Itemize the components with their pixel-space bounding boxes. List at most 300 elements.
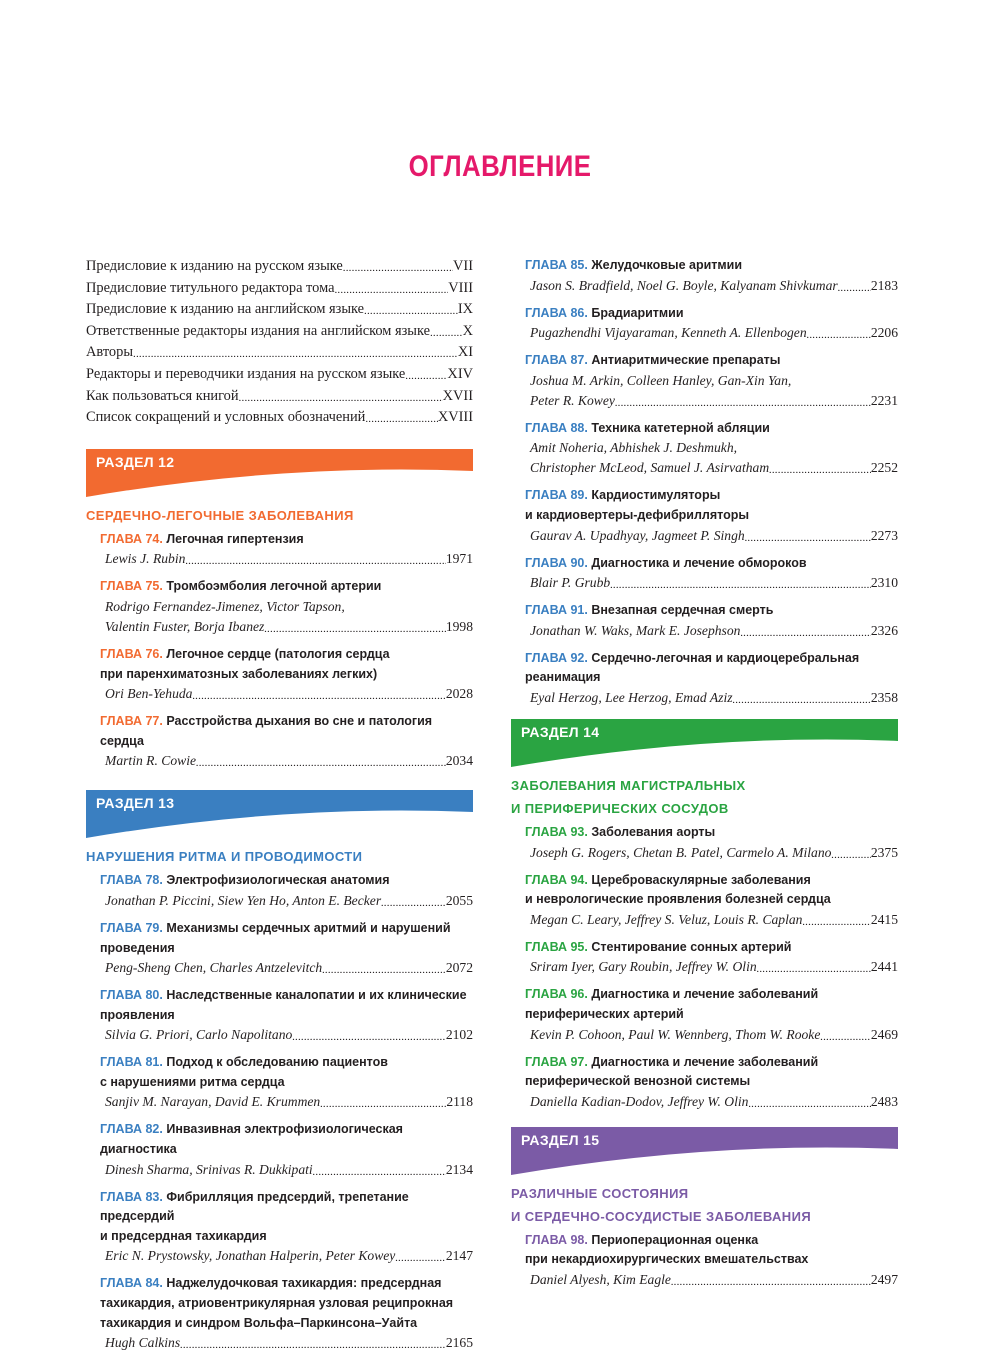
chapter-title-line (100, 1006, 473, 1026)
chapter-title: Тромбоэмболия легочной артерии (166, 579, 382, 594)
leader-dots (239, 387, 443, 408)
chapter-number: ГЛАВА 94. (525, 872, 588, 887)
chapter-number: ГЛАВА 81. (100, 1055, 163, 1070)
chapter-title: Механизмы сердечных аритмий и нарушений (166, 920, 451, 935)
chapter-title-line (525, 601, 898, 621)
chapter-entry[interactable] (86, 919, 473, 979)
chapter-title: тахикардия, атриовентрикулярная узловая реципрокная (100, 1296, 454, 1311)
chapter-authors (525, 573, 898, 594)
section-title: РАЗЛИЧНЫЕ СОСТОЯНИЯ (511, 1185, 689, 1201)
chapter-page: 2118 (446, 1094, 473, 1110)
chapter-number: ГЛАВА 92. (525, 650, 588, 665)
author-line-with-page (105, 958, 473, 979)
author-names: Peter R. Kowey (530, 392, 615, 408)
chapter-title: проведения (100, 940, 175, 955)
chapter-title-line (525, 486, 898, 506)
leader-dots (313, 1161, 446, 1181)
chapter-entry[interactable] (86, 1274, 473, 1354)
author-names: Daniel Alyesh, Kim Eagle (530, 1271, 671, 1287)
chapter-title-line (525, 256, 898, 276)
toc-entry-page: XIV (447, 365, 473, 382)
chapter-page: 2441 (870, 959, 898, 975)
chapter-title-line (525, 1250, 898, 1270)
toc-entry[interactable] (86, 386, 473, 408)
chapter-authors (100, 751, 473, 772)
author-names: Hugh Calkins (105, 1335, 181, 1351)
chapter-authors (100, 958, 473, 979)
leader-dots (343, 257, 453, 278)
chapter-page: 2358 (870, 689, 898, 705)
chapter-authors (100, 549, 473, 570)
author-line-with-page (105, 1025, 473, 1046)
author-line-with-page (530, 1270, 898, 1291)
leader-dots (610, 574, 871, 594)
chapter-page: 2102 (445, 1027, 473, 1043)
author-names: Valentin Fuster, Borja Ibanez (105, 618, 265, 634)
leader-dots (365, 408, 437, 429)
chapter-page: 2183 (870, 277, 898, 293)
toc-entry-page: VII (453, 258, 473, 274)
chapter-title: Желудочковые аритмии (591, 258, 743, 272)
chapter-title: тахикардия и синдром Вольфа–Паркинсона–Уайта (100, 1315, 418, 1330)
author-line-with-page (530, 526, 898, 547)
chapter-title-line (100, 1314, 473, 1334)
chapter-title: Расстройства дыхания во сне и патология сердца (100, 714, 433, 748)
chapter-title: периферической венозной системы (525, 1074, 751, 1089)
leader-dots (820, 1026, 870, 1046)
leader-dots (769, 459, 871, 479)
chapter-title-line (525, 419, 898, 439)
leader-dots (802, 911, 870, 931)
chapter-title: Антиаритмические препараты (591, 353, 781, 368)
chapter-title-line (100, 1294, 473, 1314)
toc-entry[interactable] (86, 342, 473, 364)
chapter-title-line (525, 1231, 898, 1251)
author-line: Rodrigo Fernandez-Jimenez, Victor Tapson, (105, 598, 345, 614)
chapter-page: 2273 (870, 527, 898, 543)
leader-dots (196, 752, 446, 772)
chapter-title-line (100, 1227, 473, 1247)
chapter-title: периферических артерий (525, 1006, 684, 1021)
author-line-with-page (530, 323, 898, 344)
section-label: РАЗДЕЛ 12 (96, 453, 175, 470)
chapter-title: Наследственные каналопатии и их клинические (166, 988, 467, 1003)
author-names: Jonathan P. Piccini, Siew Yen Ho, Anton E. Becker (105, 892, 382, 908)
author-line-with-page (530, 1092, 898, 1113)
chapter-number: ГЛАВА 80. (100, 988, 163, 1003)
leader-dots (745, 527, 871, 547)
chapter-entry[interactable] (511, 985, 898, 1045)
chapter-authors (525, 843, 898, 864)
chapter-authors (525, 323, 898, 344)
leader-dots (430, 322, 463, 343)
chapter-number: ГЛАВА 76. (100, 646, 163, 661)
leader-dots (334, 279, 448, 300)
author-line-with-page (530, 391, 898, 412)
author-names: Jason S. Bradfield, Noel G. Boyle, Kalyanam Shivkumar (530, 277, 838, 293)
chapter-title: проявления (100, 1007, 175, 1022)
chapter-title: Легочное сердце (патология сердца (166, 646, 390, 661)
chapter-authors (525, 1092, 898, 1113)
chapter-authors (525, 526, 898, 547)
chapter-number: ГЛАВА 74. (100, 531, 163, 546)
chapter-page: 2165 (445, 1335, 473, 1351)
toc-entry[interactable] (86, 407, 473, 429)
author-line-with-page (530, 688, 898, 709)
author-line-with-page (105, 1246, 473, 1267)
section-15 (511, 1127, 898, 1291)
chapter-number: ГЛАВА 96. (525, 987, 588, 1002)
chapter-title-line (100, 871, 473, 891)
chapter-entry[interactable] (511, 256, 898, 297)
chapter-title: Диагностика и лечение обмороков (591, 555, 807, 570)
chapter-entry[interactable] (511, 1053, 898, 1113)
chapter-page: 2483 (870, 1093, 898, 1109)
toc-entry-page: VIII (448, 279, 473, 296)
chapter-title: реанимация (525, 670, 601, 685)
chapter-title: Брадиаритмии (591, 305, 684, 320)
section-14 (511, 719, 898, 1113)
chapter-title-line (525, 304, 898, 324)
chapter-entry[interactable] (511, 823, 898, 864)
chapter-title-line (100, 665, 473, 685)
author-line-with-page (530, 1025, 898, 1046)
chapter-title-line (525, 890, 898, 910)
chapter-authors (100, 684, 473, 705)
chapter-title: Стентирование сонных артерий (591, 939, 792, 954)
chapter-entry[interactable] (86, 1120, 473, 1180)
section-title: СЕРДЕЧНО-ЛЕГОЧНЫЕ ЗАБОЛЕВАНИЯ (86, 507, 354, 523)
chapter-authors (525, 910, 898, 931)
chapter-title: Фибрилляция предсердий, трепетание предсердий (100, 1189, 409, 1224)
chapter-title-line (525, 1072, 898, 1092)
toc-entry-title: Предисловие титульного редактора тома (86, 279, 335, 296)
section-13-continued (511, 256, 898, 709)
right-column (511, 256, 898, 1298)
toc-entry[interactable] (86, 321, 473, 343)
chapter-authors (100, 1160, 473, 1181)
leader-dots (320, 1093, 446, 1113)
chapter-page: 2497 (870, 1271, 898, 1287)
chapter-number: ГЛАВА 90. (525, 555, 588, 570)
chapter-page: 2147 (445, 1248, 473, 1264)
chapter-authors (100, 1092, 473, 1113)
chapter-entry[interactable] (86, 986, 473, 1046)
chapter-number: ГЛАВА 77. (100, 714, 163, 729)
chapter-page: 2326 (870, 622, 898, 638)
front-matter-list (86, 256, 473, 429)
section-title: И ПЕРИФЕРИЧЕСКИХ СОСУДОВ (511, 800, 729, 816)
toc-entry[interactable] (86, 299, 473, 321)
chapter-title-line (100, 1274, 473, 1294)
author-names: Gaurav A. Upadhyay, Jagmeet P. Singh (530, 527, 745, 543)
leader-dots (395, 1247, 445, 1267)
chapter-entry[interactable] (511, 351, 898, 412)
chapter-title: при паренхиматозных заболеваниях легких) (100, 666, 378, 681)
section-13 (86, 790, 473, 1354)
toc-entry-title: Как пользоваться книгой (86, 387, 239, 404)
author-line-with-page (105, 617, 473, 638)
author-line: Amit Noheria, Abhishek J. Deshmukh, (530, 440, 738, 456)
leader-dots (831, 844, 870, 864)
toc-entry-title: Предисловие к изданию на русском языке (86, 258, 343, 274)
chapter-page: 2028 (445, 686, 473, 702)
chapter-title-line (525, 668, 898, 688)
author-line-with-page (530, 458, 898, 479)
leader-dots (180, 1334, 446, 1354)
chapter-entry[interactable] (86, 712, 473, 772)
section-banner (86, 790, 473, 834)
chapter-authors (100, 1025, 473, 1046)
chapter-title: Диагностика и лечение заболеваний (591, 987, 819, 1002)
chapter-title-line (100, 1120, 473, 1159)
chapter-title-line (525, 1005, 898, 1025)
chapter-page: 2310 (870, 575, 898, 591)
toc-entry[interactable] (86, 278, 473, 300)
author-names: Eyal Herzog, Lee Herzog, Emad Aziz (530, 689, 733, 705)
author-names: Eric N. Prystowsky, Jonathan Halperin, Peter Kowey (105, 1248, 396, 1264)
author-line-with-page (105, 751, 473, 772)
chapter-title: при некардиохирургических вмешательствах (525, 1252, 809, 1267)
chapter-authors (100, 597, 473, 638)
chapter-title: Цереброваскулярные заболевания (591, 872, 811, 887)
chapter-page: 2231 (870, 392, 898, 408)
chapter-title-line (100, 712, 473, 751)
chapter-page: 2055 (445, 892, 473, 908)
author-names: Pugazhendhi Vijayaraman, Kenneth A. Ellenbogen (530, 325, 807, 341)
chapter-title-line (525, 351, 898, 371)
chapter-title-line (100, 986, 473, 1006)
chapter-page: 2134 (445, 1161, 473, 1177)
author-names: Peng-Sheng Chen, Charles Antzelevitch (105, 960, 323, 976)
chapter-entry[interactable] (86, 871, 473, 912)
chapter-page: 2469 (870, 1026, 898, 1042)
chapter-title: Подход к обследованию пациентов (166, 1055, 388, 1070)
author-line-with-page (105, 1092, 473, 1113)
leader-dots (807, 324, 871, 344)
chapter-authors (525, 276, 898, 297)
chapter-entry[interactable] (511, 554, 898, 595)
leader-dots (185, 550, 445, 570)
author-names: Christopher McLeod, Samuel J. Asirvatham (530, 460, 770, 476)
chapter-title: Внезапная сердечная смерть (591, 603, 774, 618)
chapter-title-line (525, 938, 898, 958)
toc-entry-page: XVIII (437, 409, 473, 426)
chapter-title-line (100, 530, 473, 550)
author-line-with-page (530, 910, 898, 931)
author-names: Silvia G. Priori, Carlo Napolitano (105, 1027, 293, 1043)
author-names: Ori Ben-Yehuda (105, 686, 193, 702)
chapter-number: ГЛАВА 75. (100, 579, 163, 594)
chapter-authors (525, 957, 898, 978)
chapter-authors (525, 371, 898, 412)
chapter-entry[interactable] (86, 577, 473, 638)
author-names: Sanjiv M. Narayan, David E. Krummen (105, 1094, 321, 1110)
chapter-number: ГЛАВА 78. (100, 873, 163, 888)
leader-dots (292, 1026, 446, 1046)
chapter-number: ГЛАВА 87. (525, 353, 588, 368)
author-line-with-page (530, 843, 898, 864)
section-12 (86, 449, 473, 773)
chapter-title: Электрофизиологическая анатомия (166, 873, 390, 888)
chapter-title: Диагностика и лечение заболеваний (591, 1054, 819, 1069)
chapter-authors (100, 1246, 473, 1267)
chapter-title-line (100, 919, 473, 939)
chapter-number: ГЛАВА 84. (100, 1276, 163, 1291)
chapter-title: и кардиовертеры-дефибрилляторы (525, 507, 750, 522)
author-names: Jonathan W. Waks, Mark E. Josephson (530, 622, 741, 638)
author-line-with-page (530, 573, 898, 594)
leader-dots (838, 277, 871, 297)
chapter-title: Заболевания аорты (591, 824, 716, 839)
author-line-with-page (105, 1160, 473, 1181)
chapter-title-line (525, 871, 898, 891)
toc-entry-page: X (462, 322, 473, 339)
chapter-title-line (100, 1073, 473, 1093)
chapter-title: Инвазивная электрофизиологическая диагностика (100, 1122, 403, 1157)
chapter-title-line (100, 577, 473, 597)
chapter-authors (525, 1270, 898, 1291)
leader-dots (364, 300, 458, 321)
chapter-number: ГЛАВА 79. (100, 920, 163, 935)
chapter-title-line (525, 1053, 898, 1073)
chapter-number: ГЛАВА 98. (525, 1232, 588, 1247)
chapter-title: Периоперационная оценка (591, 1232, 759, 1247)
section-title: И СЕРДЕЧНО-СОСУДИСТЫЕ ЗАБОЛЕВАНИЯ (511, 1208, 812, 1224)
toc-entry[interactable] (86, 364, 473, 386)
author-line-with-page (105, 1333, 473, 1354)
chapter-title-line (100, 645, 473, 665)
author-line: Joshua M. Arkin, Colleen Hanley, Gan-Xin Yan, (530, 372, 792, 388)
chapter-authors (525, 438, 898, 479)
toc-entry-title: Предисловие к изданию на английском языке (86, 301, 365, 318)
chapter-number: ГЛАВА 97. (525, 1054, 588, 1069)
chapter-title: Кардиостимуляторы (591, 488, 721, 503)
chapter-title-line (525, 506, 898, 526)
toc-entry-page: XVII (442, 387, 473, 404)
author-line-with-page (530, 276, 898, 297)
chapter-title: Техника катетерной абляции (591, 420, 770, 435)
chapter-title-line (525, 554, 898, 574)
leader-dots (615, 392, 871, 412)
author-names: Kevin P. Cohoon, Paul W. Wennberg, Thom W. Rooke (530, 1026, 821, 1042)
chapter-entry[interactable] (511, 649, 898, 709)
author-line-with-page (530, 621, 898, 642)
chapter-page: 2375 (870, 844, 898, 860)
chapter-entry[interactable] (511, 419, 898, 480)
chapter-entry[interactable] (511, 1231, 898, 1291)
leader-dots (733, 689, 871, 709)
chapter-entry[interactable] (86, 645, 473, 705)
chapter-number: ГЛАВА 95. (525, 939, 588, 954)
toc-entry-title: Ответственные редакторы издания на английском языке (86, 322, 430, 339)
author-names: Martin R. Cowie (105, 753, 197, 769)
chapter-number: ГЛАВА 82. (100, 1122, 163, 1137)
leader-dots (322, 959, 446, 979)
chapter-title: и неврологические проявления болезней сердца (525, 892, 831, 907)
chapter-entry[interactable] (86, 1053, 473, 1113)
section-banner (86, 449, 473, 493)
section-label: РАЗДЕЛ 13 (96, 795, 175, 812)
author-line-with-page (105, 684, 473, 705)
leader-dots (381, 892, 446, 912)
chapter-number: ГЛАВА 93. (525, 824, 588, 839)
author-names: Lewis J. Rubin (105, 551, 186, 567)
section-banner (511, 719, 898, 763)
author-names: Sriram Iyer, Gary Roubin, Jeffrey W. Olin (530, 959, 757, 975)
leader-dots (133, 343, 458, 364)
chapter-page: 2034 (445, 753, 473, 769)
chapter-entry[interactable] (86, 1188, 473, 1268)
chapter-title: с нарушениями ритма сердца (100, 1074, 285, 1089)
leader-dots (192, 685, 445, 705)
chapter-title: Наджелудочковая тахикардия: предсердная (166, 1276, 442, 1291)
chapter-page: 1998 (445, 618, 473, 634)
chapter-number: ГЛАВА 83. (100, 1189, 163, 1204)
toc-entry[interactable] (86, 256, 473, 278)
section-label: РАЗДЕЛ 14 (521, 723, 600, 740)
chapter-authors (100, 891, 473, 912)
author-names: Joseph G. Rogers, Chetan B. Patel, Carmelo A. Milano (530, 844, 832, 860)
chapter-entry[interactable] (86, 530, 473, 571)
chapter-entry[interactable] (511, 304, 898, 345)
author-names: Blair P. Grubb (530, 575, 611, 591)
chapter-number: ГЛАВА 85. (525, 258, 588, 272)
chapter-title-line (525, 649, 898, 669)
section-label: РАЗДЕЛ 15 (521, 1131, 600, 1148)
chapter-page: 2072 (445, 960, 473, 976)
chapter-entry[interactable] (511, 486, 898, 546)
leader-dots (740, 622, 870, 642)
leader-dots (405, 365, 447, 386)
chapter-title-line (100, 1053, 473, 1073)
leader-dots (748, 1093, 870, 1113)
chapter-number: ГЛАВА 91. (525, 603, 588, 618)
chapter-title-line (525, 823, 898, 843)
chapter-title-line (100, 1188, 473, 1227)
left-column (86, 256, 473, 1361)
toc-entry-title: Авторы (86, 344, 133, 361)
chapter-title-line (525, 985, 898, 1005)
chapter-entry[interactable] (511, 871, 898, 931)
chapter-page: 2206 (870, 325, 898, 341)
author-names: Dinesh Sharma, Srinivas R. Dukkipati (105, 1161, 313, 1177)
chapter-entry[interactable] (511, 601, 898, 642)
section-banner (511, 1127, 898, 1171)
author-names: Megan C. Leary, Jeffrey S. Veluz, Louis R. Caplan (530, 911, 803, 927)
chapter-authors (525, 688, 898, 709)
chapter-entry[interactable] (511, 938, 898, 979)
chapter-number: ГЛАВА 86. (525, 305, 588, 320)
chapter-page: 2415 (870, 911, 898, 927)
toc-entry-page: IX (457, 301, 473, 318)
chapter-authors (100, 1333, 473, 1354)
author-line-with-page (105, 549, 473, 570)
author-names: Daniella Kadian-Dodov, Jeffrey W. Olin (530, 1093, 749, 1109)
author-line-with-page (530, 957, 898, 978)
page-title: ОГЛАВЛЕНИЕ (408, 150, 592, 183)
chapter-page: 2252 (870, 460, 898, 476)
toc-entry-page: XI (457, 344, 473, 361)
chapter-page: 1971 (445, 551, 473, 567)
section-title: ЗАБОЛЕВАНИЯ МАГИСТРАЛЬНЫХ (511, 777, 746, 793)
toc-entry-title: Список сокращений и условных обозначений (86, 409, 366, 426)
chapter-title-line (100, 939, 473, 959)
chapter-number: ГЛАВА 89. (525, 488, 588, 503)
toc-entry-title: Редакторы и переводчики издания на русском языке (86, 365, 406, 382)
section-title: НАРУШЕНИЯ РИТМА И ПРОВОДИМОСТИ (86, 849, 363, 865)
chapter-title: Легочная гипертензия (166, 531, 304, 546)
